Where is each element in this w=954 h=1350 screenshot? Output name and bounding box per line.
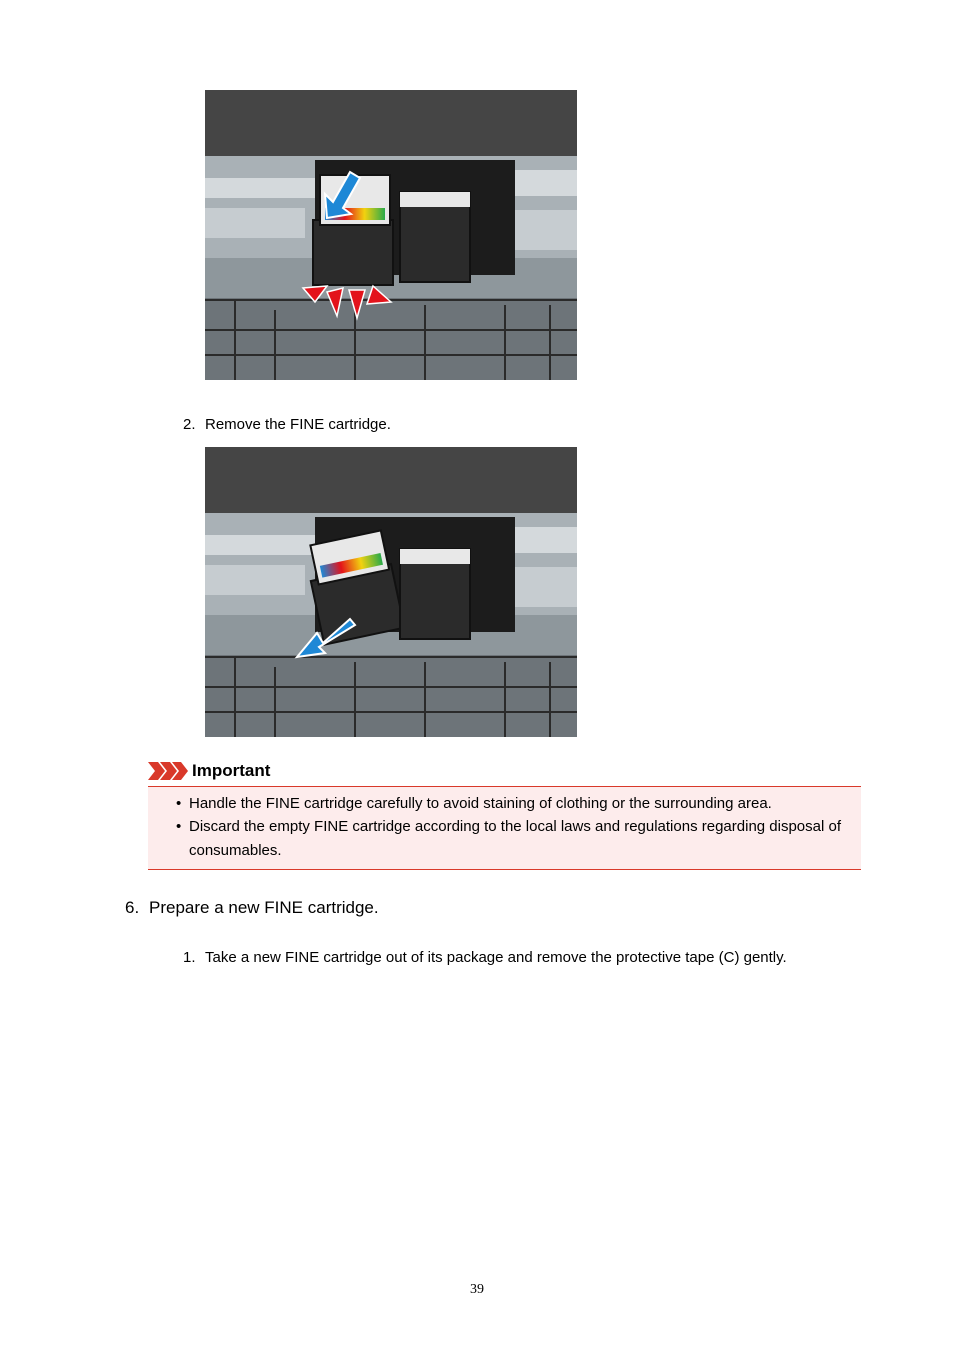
bullet-dot: • [176, 795, 182, 812]
step-prepare [125, 898, 379, 918]
important-title: Important [192, 761, 271, 780]
important-chevrons-icon [148, 762, 188, 780]
illustration-push-cartridge [205, 90, 577, 380]
step-text: Prepare a new FINE cartridge. [149, 898, 379, 917]
substep-text: Remove the FINE cartridge. [205, 416, 391, 433]
illustration-remove-cartridge [205, 447, 577, 737]
important-box [148, 787, 861, 870]
step-number: 6. [125, 898, 140, 917]
bullet-dot: • [176, 818, 182, 835]
substep-number: 2. [183, 416, 196, 433]
important-header [148, 760, 861, 787]
important-bullet-2: Discard the empty FINE cartridge according to the local laws and regulations regarding disposal of consumables. [189, 818, 842, 859]
substep-remove [183, 416, 391, 434]
substep-text: Take a new FINE cartridge out of its package and remove the protective tape (C) gently. [205, 949, 787, 966]
substep-number: 1. [183, 949, 196, 966]
substep-take-new [183, 949, 787, 967]
page-number: 39 [470, 1282, 484, 1297]
important-bullet-1: Handle the FINE cartridge carefully to avoid staining of clothing or the surrounding area. [189, 795, 772, 812]
